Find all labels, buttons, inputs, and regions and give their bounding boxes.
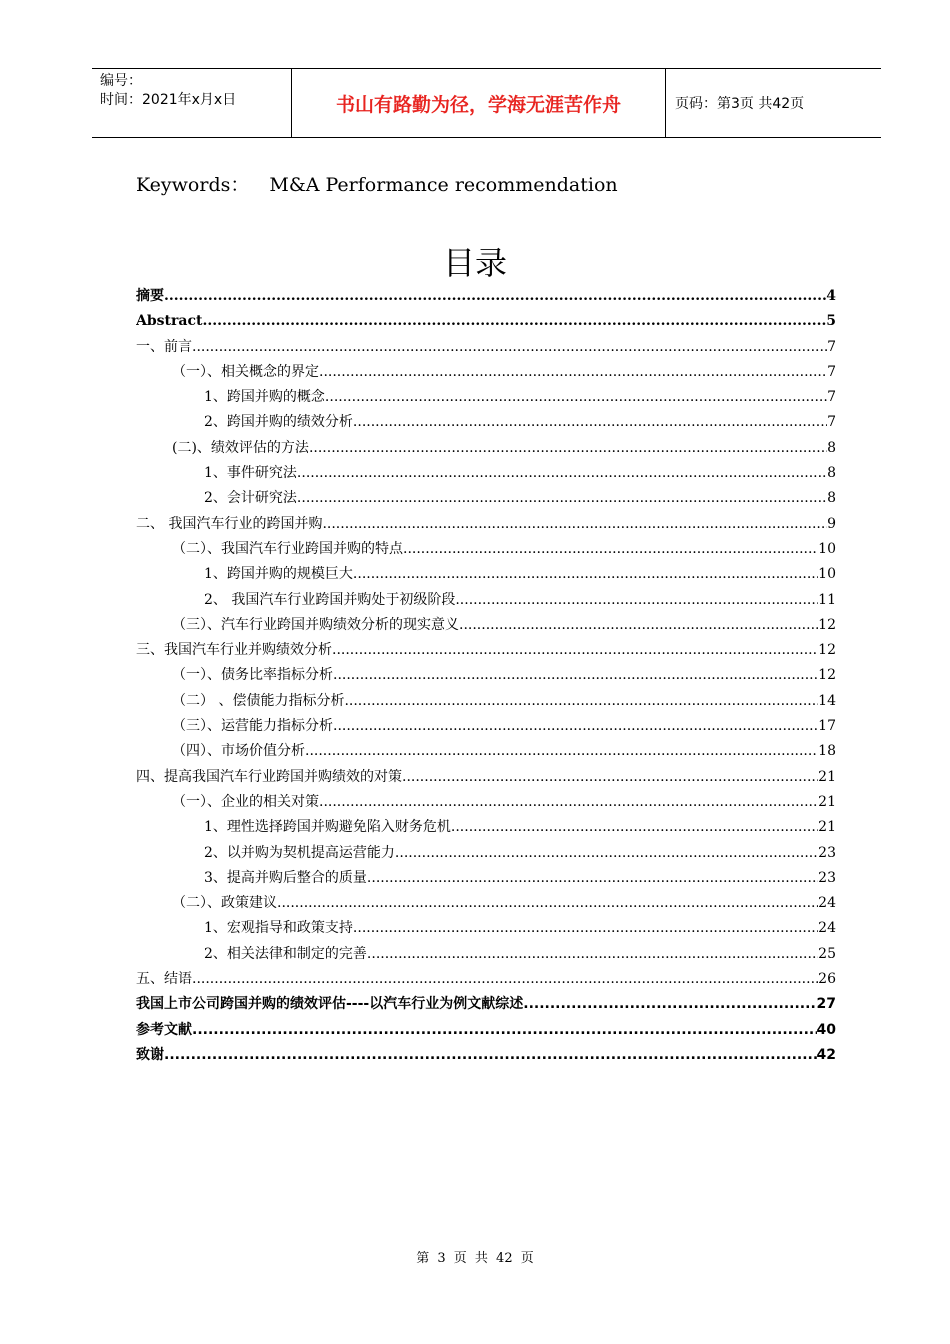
toc-entry-page: 8 — [827, 465, 836, 482]
toc-entry[interactable] — [136, 486, 836, 511]
keywords-line — [136, 170, 618, 197]
toc-entry-text: 1、跨国并购的概念 — [204, 389, 325, 406]
toc-entry[interactable] — [136, 841, 836, 866]
toc-title: 目录 — [442, 244, 507, 282]
toc-entry-text: 2、以并购为契机提高运营能力 — [204, 844, 395, 861]
toc-entry-text: （二）、政策建议 — [172, 895, 277, 912]
toc-entry[interactable] — [136, 765, 836, 790]
toc-entry-text: 四、提高我国汽车行业跨国并购绩效的对策 — [136, 768, 402, 785]
toc-entry-text: 致谢 — [136, 1046, 164, 1063]
toc-entry-text: 我国上市公司跨国并购的绩效评估----以汽车行业为例文献综述 — [136, 996, 524, 1013]
toc-entry-text: （一）、企业的相关对策 — [172, 793, 319, 810]
toc-entry[interactable] — [136, 284, 836, 309]
toc-entry[interactable] — [136, 360, 836, 385]
toc-entry[interactable] — [136, 992, 836, 1017]
toc-entry-text: 2、跨国并购的绩效分析 — [204, 414, 353, 431]
toc-entry-page: 10 — [818, 540, 836, 557]
toc-entry-page: 21 — [818, 768, 836, 785]
keywords-value: M&A Performance recommendation — [269, 174, 618, 196]
toc-entry-text: Abstract — [136, 313, 203, 330]
toc-entry[interactable] — [136, 461, 836, 486]
toc-entry[interactable] — [136, 942, 836, 967]
toc-entry-text: （四）、市场价值分析 — [172, 743, 305, 760]
toc-entry[interactable] — [136, 562, 836, 587]
page-header — [92, 68, 881, 138]
toc-entry-page: 5 — [826, 313, 836, 330]
toc-entry-text: （一）、债务比率指标分析 — [172, 667, 333, 684]
toc-entry[interactable] — [136, 790, 836, 815]
toc-entry[interactable] — [136, 714, 836, 739]
toc-entry-page: 12 — [818, 616, 836, 633]
toc-entry-page: 10 — [818, 566, 836, 583]
toc-entry[interactable] — [136, 815, 836, 840]
toc-entry-text: 3、提高并购后整合的质量 — [204, 869, 367, 886]
toc-entry[interactable] — [136, 638, 836, 663]
toc-entry[interactable] — [136, 512, 836, 537]
toc-entry[interactable] — [136, 1018, 836, 1043]
toc-entry-page: 18 — [818, 743, 836, 760]
toc-entry[interactable] — [136, 689, 836, 714]
header-left-cell — [92, 69, 292, 137]
toc-entry-page: 9 — [827, 515, 836, 532]
toc-entry[interactable] — [136, 588, 836, 613]
toc-entry-text: 二、 我国汽车行业的跨国并购 — [136, 515, 323, 532]
toc-entry-page: 17 — [818, 718, 836, 735]
toc-entry[interactable] — [136, 335, 836, 360]
toc-entry-page: 42 — [816, 1046, 836, 1063]
toc-entry-text: 1、事件研究法 — [204, 465, 297, 482]
toc-entry-page: 24 — [818, 920, 836, 937]
toc-entry-page: 25 — [818, 945, 836, 962]
toc-entry[interactable] — [136, 967, 836, 992]
toc-entry[interactable] — [136, 309, 836, 334]
toc-entry[interactable] — [136, 1043, 836, 1068]
table-of-contents — [136, 284, 836, 1068]
toc-entry-text: 2、会计研究法 — [204, 490, 297, 507]
header-number: 编号： — [100, 73, 142, 89]
toc-entry-page: 12 — [818, 642, 836, 659]
toc-entry-text: （二）、我国汽车行业跨国并购的特点 — [172, 540, 403, 557]
toc-entry-text: 1、理性选择跨国并购避免陷入财务危机 — [204, 819, 451, 836]
toc-entry-text: 一、前言 — [136, 338, 192, 355]
toc-entry-page: 40 — [816, 1021, 836, 1038]
toc-entry[interactable] — [136, 410, 836, 435]
toc-entry-text: 摘要 — [136, 288, 164, 304]
toc-entry-text: （三）、运营能力指标分析 — [172, 718, 333, 735]
toc-entry-page: 8 — [827, 439, 836, 456]
toc-entry[interactable] — [136, 613, 836, 638]
toc-entry-text: 1、跨国并购的规模巨大 — [204, 566, 353, 583]
toc-entry-page: 14 — [818, 692, 836, 709]
toc-entry-page: 27 — [816, 996, 836, 1013]
toc-entry-page: 8 — [827, 490, 836, 507]
toc-entry[interactable] — [136, 663, 836, 688]
toc-entry-text: （三）、汽车行业跨国并购绩效分析的现实意义 — [172, 616, 459, 633]
toc-entry-page: 7 — [827, 389, 836, 406]
page-footer: 第 3 页 共 42 页 — [416, 1251, 534, 1266]
toc-entry-page: 7 — [827, 338, 836, 355]
toc-entry-text: 2、 我国汽车行业跨国并购处于初级阶段 — [204, 591, 456, 608]
header-page-number: 页码：第3页 共42页 — [675, 96, 805, 112]
toc-entry-text: （一）、相关概念的界定 — [172, 363, 319, 380]
toc-entry-page: 12 — [818, 667, 836, 684]
toc-entry-page: 21 — [818, 819, 836, 836]
toc-entry-text: 参考文献 — [136, 1021, 192, 1038]
toc-entry-page: 21 — [818, 793, 836, 810]
toc-entry-text: 2、相关法律和制定的完善 — [204, 945, 367, 962]
header-motto: 书山有路勤为径，学海无涯苦作舟 — [292, 69, 666, 137]
toc-entry[interactable] — [136, 866, 836, 891]
toc-entry[interactable] — [136, 891, 836, 916]
toc-entry-page: 23 — [818, 844, 836, 861]
toc-entry-text: 五、结语 — [136, 971, 192, 988]
toc-entry-page: 7 — [827, 414, 836, 431]
toc-entry-text: 1、宏观指导和政策支持 — [204, 920, 353, 937]
toc-entry[interactable] — [136, 385, 836, 410]
keywords-label: Keywords： — [136, 174, 250, 196]
toc-entry-text: 三、我国汽车行业并购绩效分析 — [136, 642, 332, 659]
toc-entry[interactable] — [136, 436, 836, 461]
toc-entry-page: 11 — [818, 591, 836, 608]
toc-entry-page: 23 — [818, 869, 836, 886]
toc-entry-text: (二)、绩效评估的方法 — [172, 439, 309, 456]
toc-entry[interactable] — [136, 916, 836, 941]
toc-entry-text: （二） 、偿债能力指标分析 — [172, 692, 345, 709]
toc-entry-page: 24 — [818, 895, 836, 912]
header-time: 时间：2021年x月x日 — [100, 92, 237, 108]
toc-entry[interactable] — [136, 739, 836, 764]
toc-entry-page: 26 — [818, 971, 836, 988]
toc-entry-page: 7 — [827, 363, 836, 380]
toc-entry[interactable] — [136, 537, 836, 562]
toc-entry-page: 4 — [826, 288, 836, 304]
